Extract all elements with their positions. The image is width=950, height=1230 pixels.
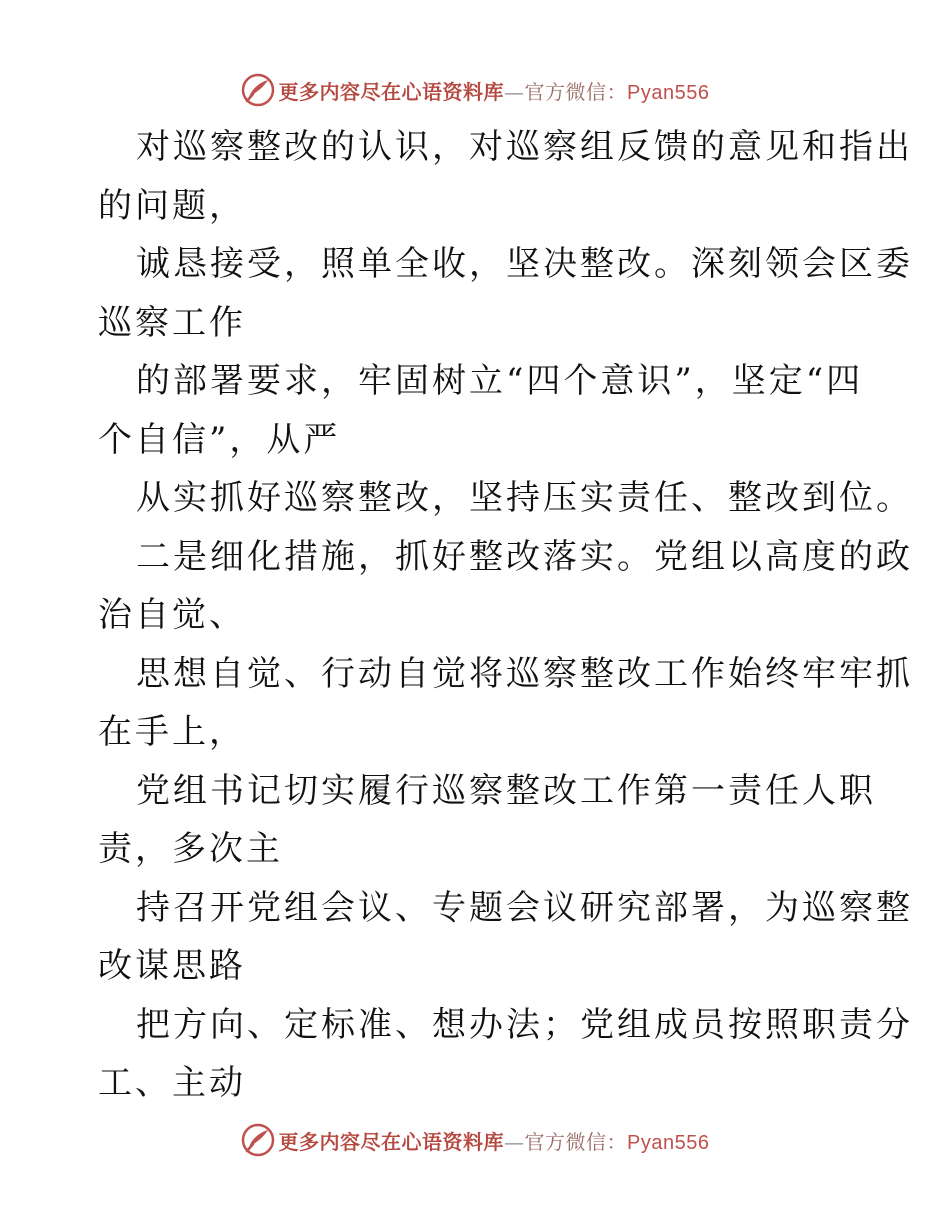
text-line: 对巡察整改的认识，对巡察组反馈的意见和指出 [136,127,913,167]
banner-wechat-label: 官方微信： [524,79,628,104]
text-line: 工、主动 [98,1063,246,1103]
document-body [98,118,913,1113]
text-line: 在手上， [98,712,246,752]
banner-wechat-label: 官方微信： [524,1129,628,1154]
banner-separator: — [504,1129,525,1154]
text-line: 责，多次主 [98,829,283,869]
quill-logo-icon [241,1123,275,1157]
quill-logo-icon [241,73,275,107]
header-banner [0,70,950,110]
text-line: 把方向、定标准、想办法；党组成员按照职责分 [136,1004,913,1045]
footer-banner [0,1120,950,1160]
text-line: 持召开党组会议、专题会议研究部署，为巡察整 [136,887,913,928]
banner-text [279,76,710,105]
text-line: 思想自觉、行动自觉将巡察整改工作始终牢牢抓 [136,653,913,694]
text-line: 诚恳接受，照单全收，坚决整改。深刻领会区委 [136,244,913,284]
text-line: 改谋思路 [98,946,246,986]
banner-separator: — [504,79,525,104]
banner-wechat-id: Pyan556 [627,1131,710,1154]
text-line: 从实抓好巡察整改，坚持压实责任、整改到位。 [136,478,913,518]
banner-brand: 更多内容尽在心语资料库 [278,79,505,104]
text-line: 个自信”，从严 [98,419,341,460]
text-line: 的问题， [98,185,246,226]
banner-text [279,1126,710,1155]
text-line: 的部署要求，牢固树立“四个意识”，坚定“四 [136,361,864,401]
banner-brand: 更多内容尽在心语资料库 [278,1129,505,1154]
text-line: 二是细化措施，抓好整改落实。党组以高度的政 [136,536,913,577]
text-line: 巡察工作 [98,302,246,343]
banner-wechat-id: Pyan556 [627,81,710,104]
text-line: 治自觉、 [98,595,246,635]
text-line: 党组书记切实履行巡察整改工作第一责任人职 [136,770,876,811]
